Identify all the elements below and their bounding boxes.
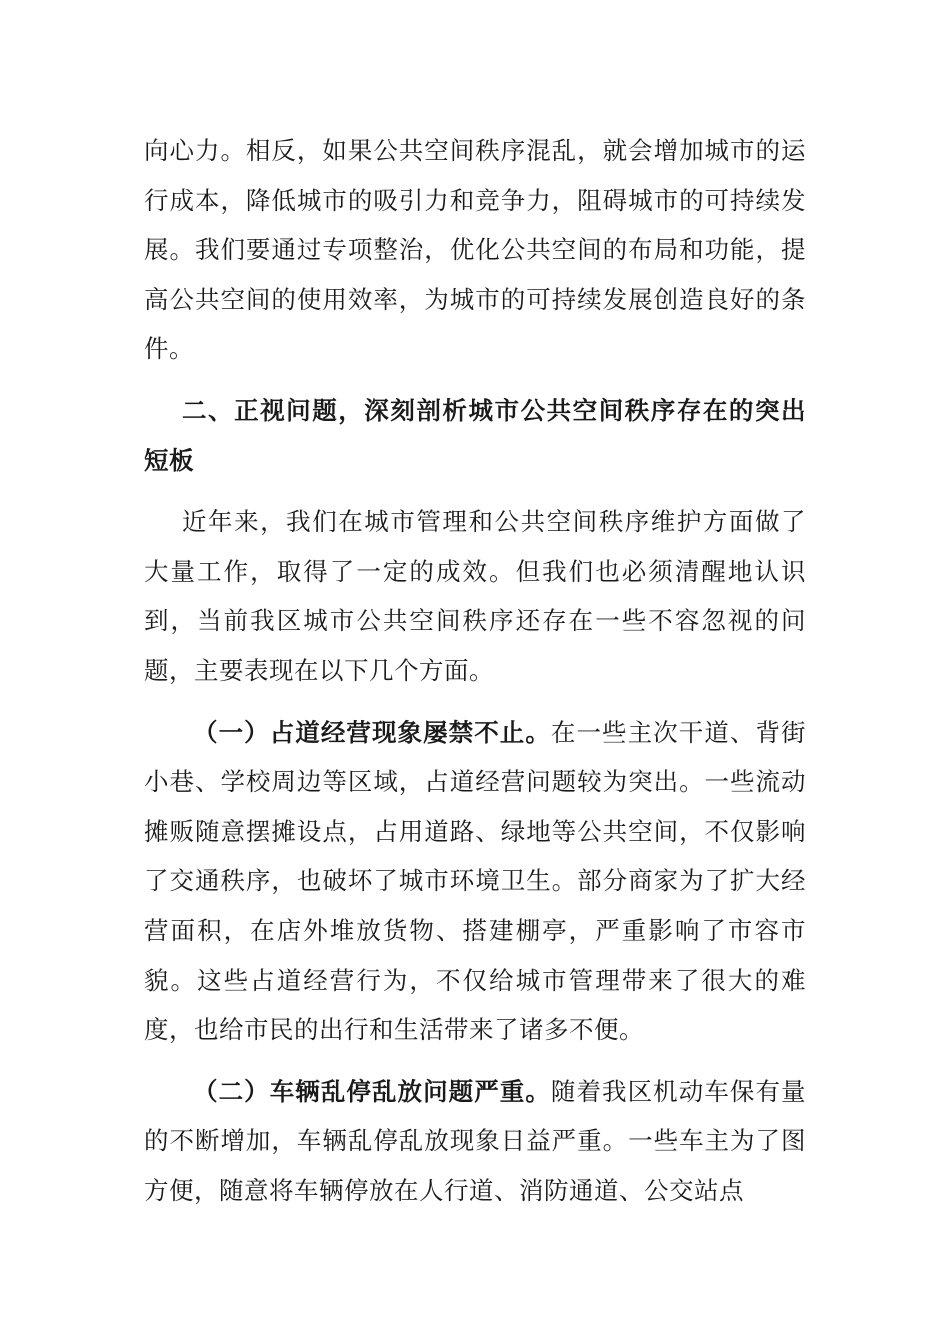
subsection-1-title: （一）占道经营现象屡禁不止。 [193, 717, 551, 747]
paragraph-intro: 近年来，我们在城市管理和公共空间秩序维护方面做了大量工作，取得了一定的成效。但我们也必须清醒地认识到，当前我区城市公共空间秩序还存在一些不容忽视的问题，主要表现在以下几个方面。 [144, 507, 806, 685]
section-heading-2: 二、正视问题，深刻剖析城市公共空间秩序存在的突出短板 [144, 395, 806, 475]
paragraph-continuation: 向心力。相反，如果公共空间秩序混乱，就会增加城市的运行成本，降低城市的吸引力和竞争力，阻碍城市的可持续发展。我们要通过专项整治，优化公共空间的布局和功能，提高公共空间的使用效率，为城市的可持续发展创造良好的条件。 [144, 136, 806, 364]
subsection-1-body: 在一些主次干道、背街小巷、学校周边等区域，占道经营问题较为突出。一些流动摊贩随意摆摊设点，占用道路、绿地等公共空间，不仅影响了交通秩序，也破坏了城市环境卫生。部分商家为了扩大经营面积，在店外堆放货物、搭建棚亭，严重影响了市容市貌。这些占道经营行为，不仅给城市管理带来了很大的难度，也给市民的出行和生活带来了诸多不便。 [144, 717, 807, 1045]
paragraph-subsection-2 [144, 1067, 806, 1216]
paragraph-subsection-1 [144, 708, 806, 1055]
document-page [144, 126, 806, 1215]
subsection-2-body: 随着我区机动车保有量的不断增加，车辆乱停乱放现象日益严重。一些车主为了图方便，随意将车辆停放在人行道、消防通道、公交站点 [144, 1076, 807, 1205]
subsection-2-title: （二）车辆乱停乱放问题严重。 [193, 1076, 551, 1106]
